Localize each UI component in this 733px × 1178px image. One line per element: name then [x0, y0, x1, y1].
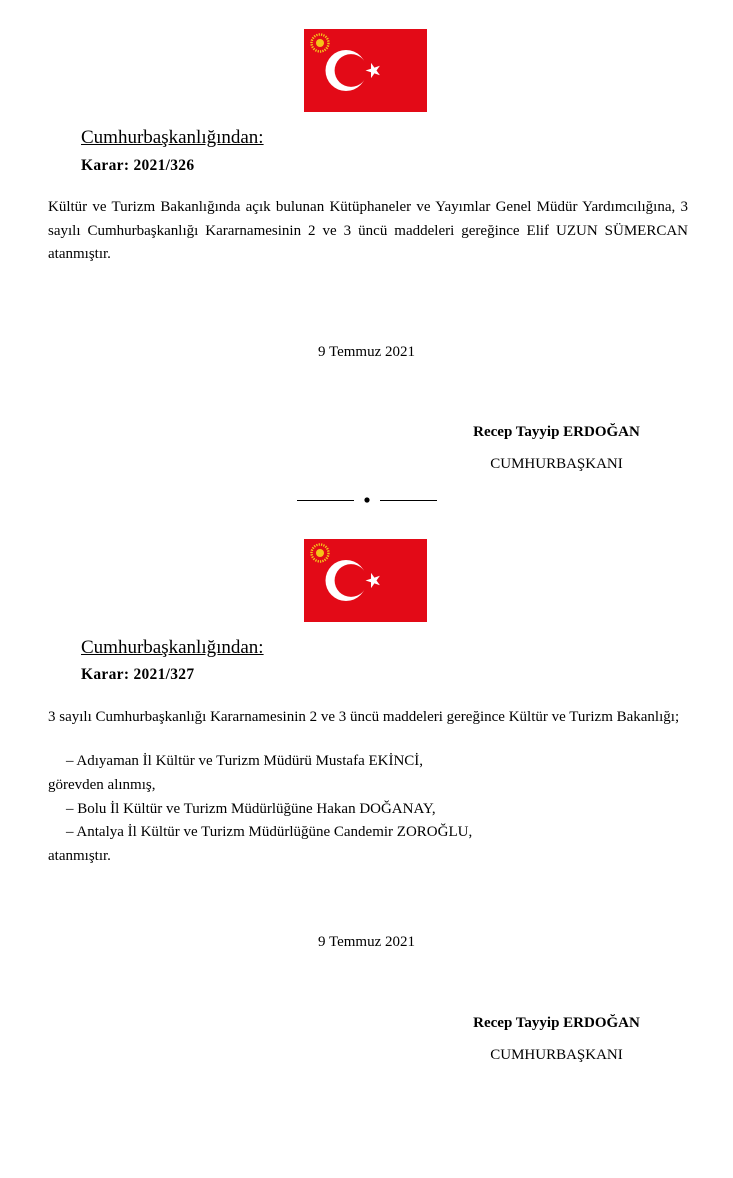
signer-name: Recep Tayyip ERDOĞAN — [473, 424, 640, 440]
decree-date: 9 Temmuz 2021 — [318, 344, 415, 360]
dismissed-label: görevden alınmış, — [48, 777, 156, 793]
turkish-flag-icon — [304, 29, 427, 112]
appointed-item: – Bolu İl Kültür ve Turizm Müdürlüğüne Hakan DOĞANAY, — [66, 801, 436, 817]
decision-number: Karar: 2021/327 — [81, 666, 195, 683]
dismissed-item: – Adıyaman İl Kültür ve Turizm Müdürü Mustafa EKİNCİ, — [66, 753, 424, 769]
signer-title: CUMHURBAŞKANI — [490, 1047, 623, 1063]
decree-date: 9 Temmuz 2021 — [318, 934, 415, 950]
appointed-item: – Antalya İl Kültür ve Turizm Müdürlüğüne Candemir ZOROĞLU, — [66, 824, 473, 840]
turkish-flag-icon — [304, 539, 427, 622]
signer-name: Recep Tayyip ERDOĞAN — [473, 1015, 640, 1031]
decision-number: Karar: 2021/326 — [81, 157, 195, 174]
issuer-heading: Cumhurbaşkanlığından: — [81, 127, 264, 148]
issuer-heading: Cumhurbaşkanlığından: — [81, 637, 264, 658]
signer-title: CUMHURBAŞKANI — [490, 456, 623, 472]
decree-body: Kültür ve Turizm Bakanlığında açık bulunan Kütüphaneler ve Yayımlar Genel Müdür Yardımcılığına, 3 sayılı Cumhurbaşkanlığı Kararnamesinin 2 ve 3 üncü maddeleri gereğince Elif UZUN SÜMERCAN atanmıştır. — [48, 199, 688, 262]
appointed-label: atanmıştır. — [48, 848, 111, 864]
dot-separator — [297, 490, 437, 496]
decree-intro: 3 sayılı Cumhurbaşkanlığı Kararnamesinin 2 ve 3 üncü maddeleri gereğince Kültür ve Turizm Bakanlığı; — [48, 709, 680, 725]
